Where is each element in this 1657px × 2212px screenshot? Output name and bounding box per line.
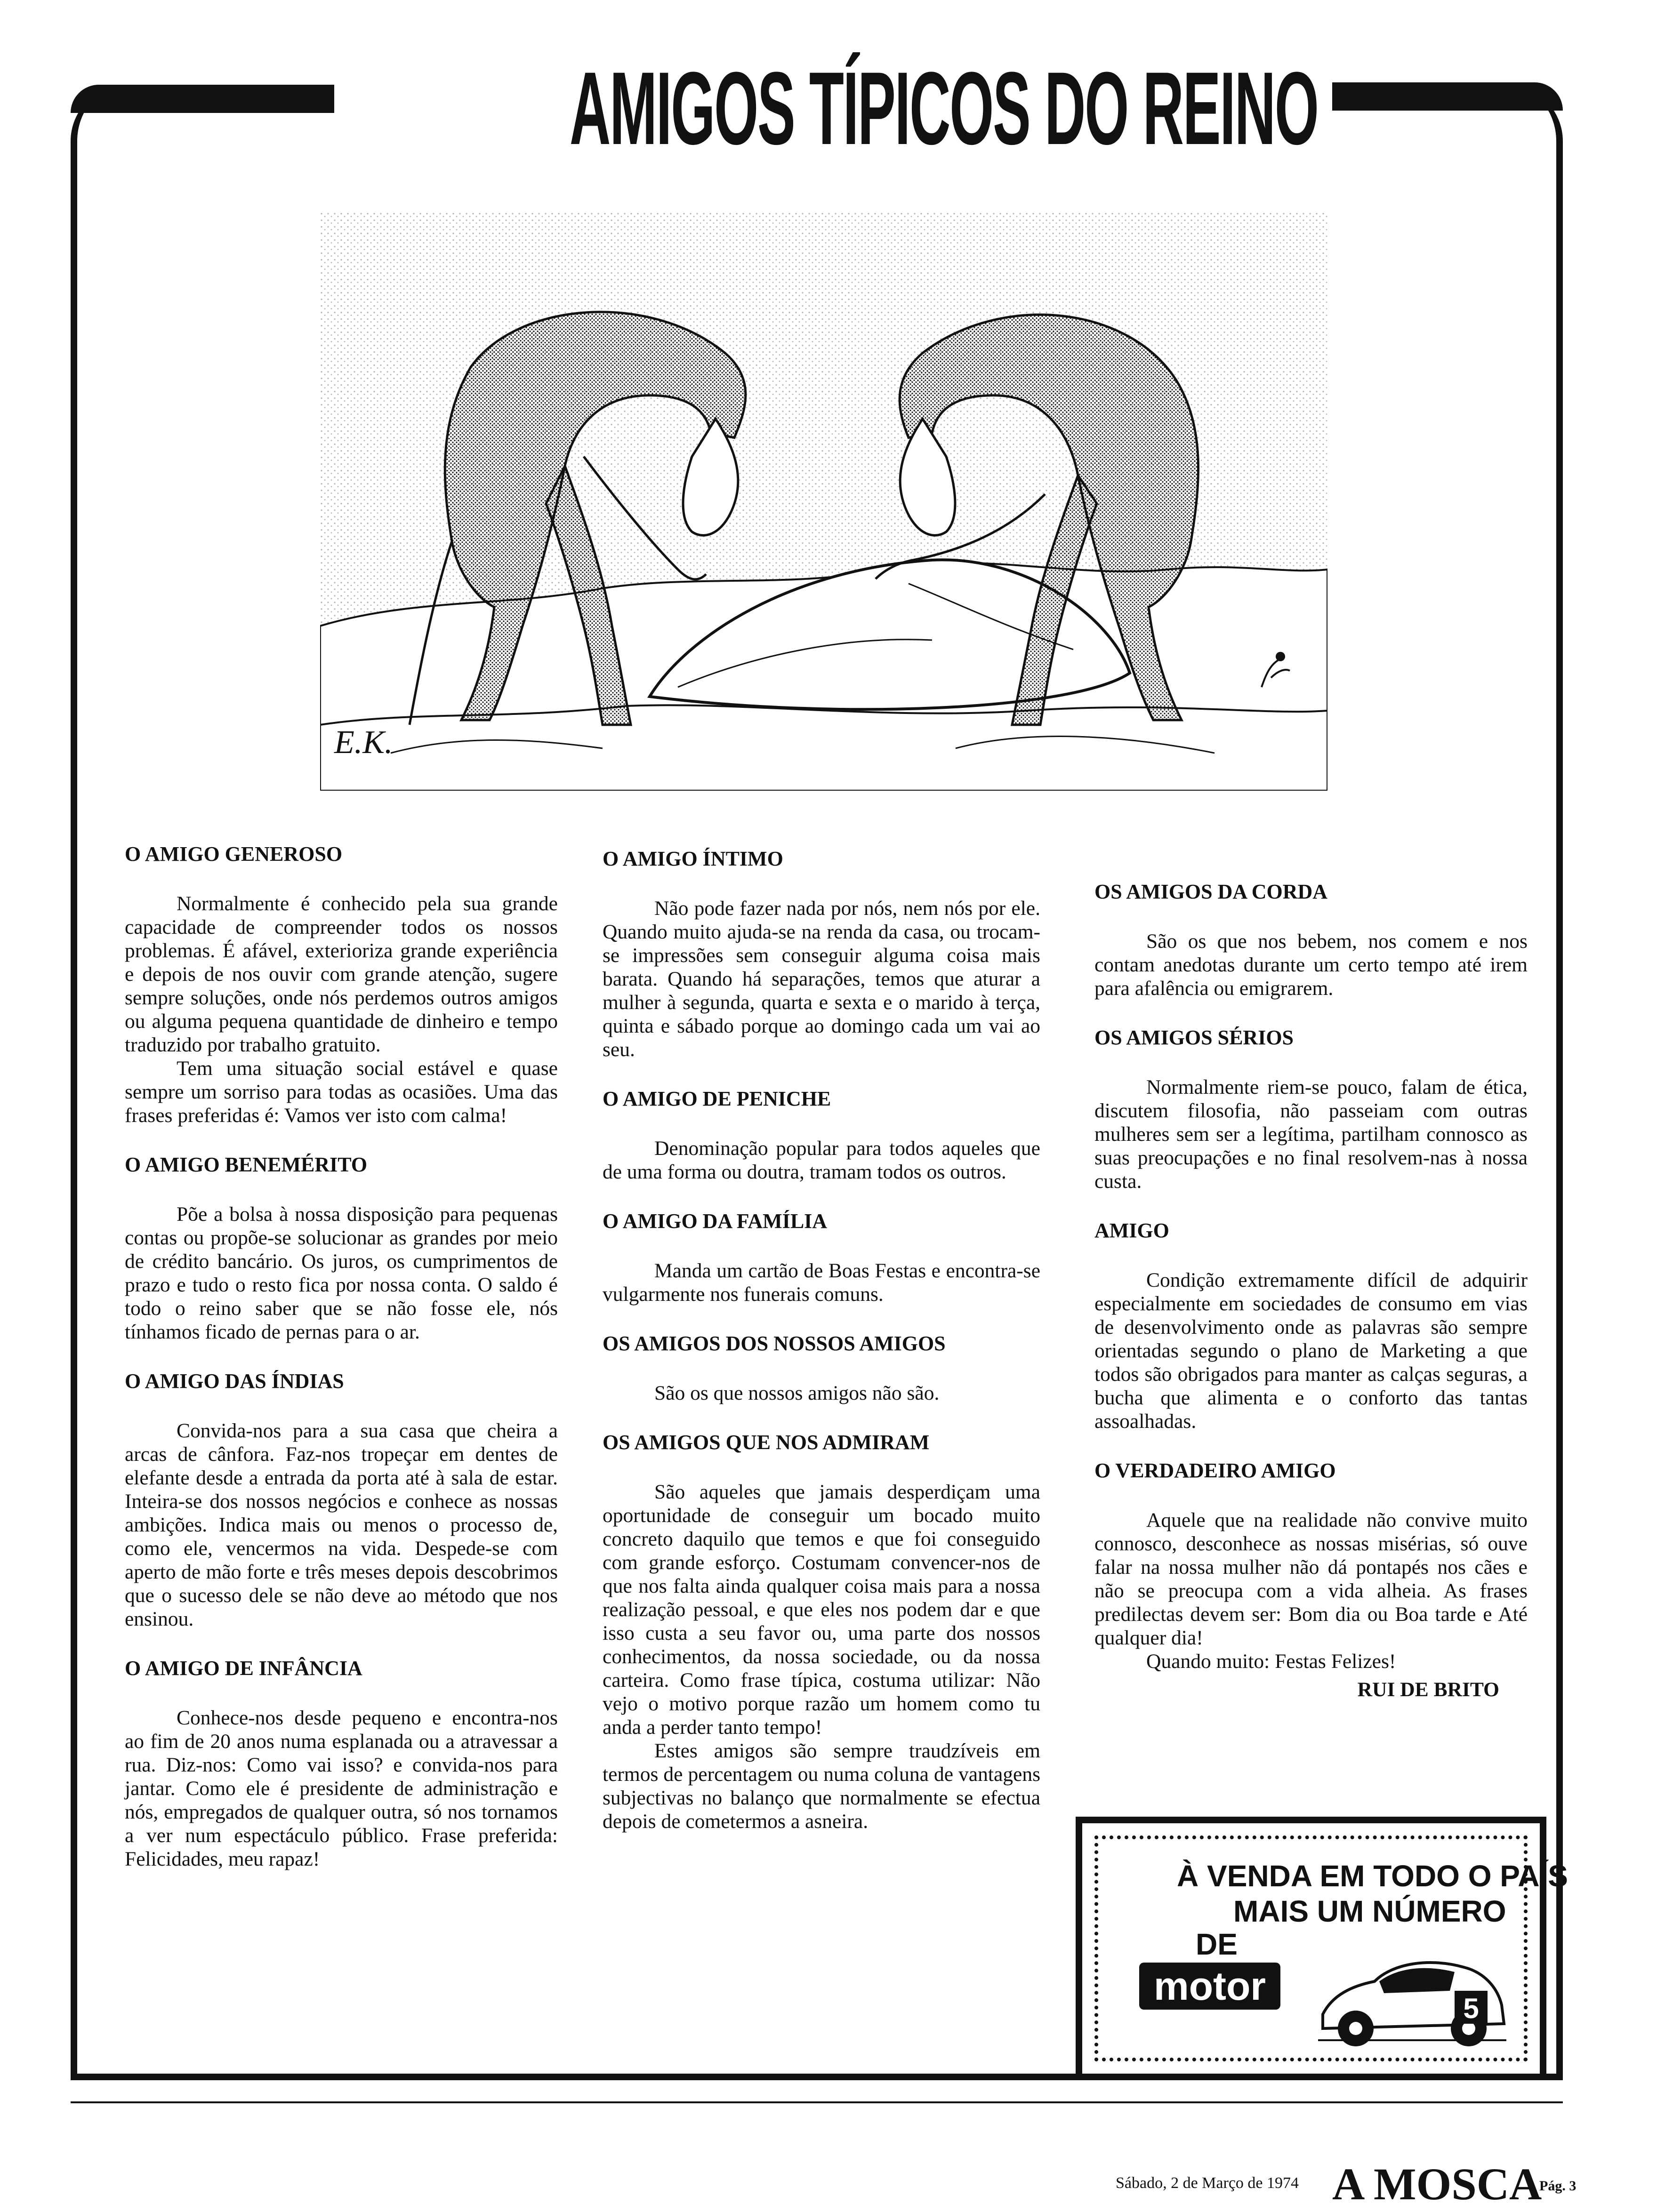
section-title: OS AMIGOS QUE NOS ADMIRAM <box>603 1431 930 1454</box>
paragraph: Denominação popular para todos aqueles que de uma forma ou doutra, tramam todos os outros. <box>603 1137 1040 1183</box>
motor-logo: motor <box>1139 1963 1280 2010</box>
author-signature: RUI DE BRITO <box>1357 1678 1499 1701</box>
paragraph: Põe a bolsa à nossa disposição para pequenas contas ou propõe-se solucionar as grandes por meio de crédito bancário. Os juros, os cumprimentos de prazo e tudo o resto fica por nossa conta. O saldo é todo o reino saber que se não fosse ele, nós tínhamos ficado de pernas para o ar. <box>125 1203 558 1343</box>
paragraph: São os que nos bebem, nos comem e nos contam anedotas durante um certo tempo até irem para afalência ou emigrarem. <box>1094 930 1528 1000</box>
section-title: OS AMIGOS DOS NOSSOS AMIGOS <box>603 1332 946 1355</box>
section-title: O AMIGO BENEMÉRITO <box>125 1153 368 1176</box>
section-title: O AMIGO DE PENICHE <box>603 1087 831 1110</box>
column-right <box>1094 880 1528 1701</box>
headline-rule-left <box>71 85 334 113</box>
footer-publication: A MOSCA <box>1332 2159 1542 2209</box>
paragraph: Normalmente é conhecido pela sua grande capacidade de compreender todos os nossos problemas. É afável, exterioriza grande experiência e depois de nos ouvir com grande atenção, sugere sempre soluções, onde nós perdemos outros amigos ou alguma pequena quantidade de dinheiro e tempo traduzido por trabalho gratuito. <box>125 892 558 1056</box>
paragraph: São aqueles que jamais desperdiçam uma oportunidade de conseguir um bocado muito concreto daquilo que temos e que foi conseguido com grande esforço. Costumam convencer-nos de que nos falta ainda qualquer coisa mais para a nossa realização pessoal, e que eles nos podem dar e que isso custa a seu favor ou, uma parte dos nossos conhecimentos, da nossa sociedade, ou da nossa carteira. Como frase típica, costuma utilizar: Não vejo o motivo porque razão um homem como tu anda a perder tanto tempo! <box>603 1481 1040 1739</box>
ad-line-1: À VENDA EM TODO O PAÍS <box>1177 1859 1568 1893</box>
paragraph: Não pode fazer nada por nós, nem nós por ele. Quando muito ajuda-se na renda da casa, ou trocam-se impressões sem conseguir alguma coisa mais barata. Quando há separações, temos que aturar a mulher à segunda, quarta e sexta e o marido à terça, quinta e sábado porque ao domingo cada um vai ao seu. <box>603 897 1040 1061</box>
section-title: O AMIGO DA FAMÍLIA <box>603 1210 828 1233</box>
paragraph: Condição extremamente difícil de adquirir especialmente em sociedades de consumo em vias de desenvolvimento onde as palavras são sempre orientadas segundo o plano de Marketing a que todos são obrigados para manter as calças seguras, a bucha que alimenta e o conforto das tantas assoalhadas. <box>1094 1269 1528 1433</box>
section-title: O AMIGO DE INFÂNCIA <box>125 1657 362 1680</box>
ad-line-3: DE <box>1196 1927 1238 1961</box>
footer-rule <box>71 2101 1563 2103</box>
section-title: OS AMIGOS DA CORDA <box>1094 880 1328 903</box>
section-title: O AMIGO GENEROSO <box>125 842 343 866</box>
paragraph: Convida-nos para a sua casa que cheira a arcas de cânfora. Faz-nos tropeçar em dentes de elefante desde a entrada da porta até à sala de estar. Inteira-se dos nossos negócios e conhece as nossas ambições. Indica mais ou menos o processo de, como ele, vencermos na vida. Despede-se com aperto de mão forte e três meses depois descobrimos que o sucesso dele se não deve ao método que nos ensinou. <box>125 1419 558 1630</box>
paragraph: Quando muito: Festas Felizes! <box>1146 1650 1396 1673</box>
section-title: O VERDADEIRO AMIGO <box>1094 1459 1336 1482</box>
illustration-two-bent-figures <box>320 212 1327 791</box>
footer-page-number: Pág. 3 <box>1539 2178 1577 2194</box>
paragraph: Normalmente riem-se pouco, falam de ética, discutem filosofia, não passeiam com outras mulheres sem ser a legítima, partilham connosco as suas preocupações e no final resolvem-nas à nossa custa. <box>1094 1076 1528 1193</box>
paragraph: Aquele que na realidade não convive muito connosco, desconhece as nossas misérias, só ouve falar na nossa mulher não dá pontapés nos cães e não se preocupa com a vida alheia. As frases predilectas devem ser: Bom dia ou Boa tarde e Até qualquer dia! <box>1094 1509 1528 1649</box>
section-title: OS AMIGOS SÉRIOS <box>1094 1026 1294 1049</box>
paragraph: Manda um cartão de Boas Festas e encontra-se vulgarmente nos funerais comuns. <box>603 1259 1040 1306</box>
ad-line-2: MAIS UM NÚMERO <box>1233 1894 1506 1928</box>
column-left <box>125 842 558 1871</box>
paragraph: Tem uma situação social estável e quase sempre um sorriso para todas as ocasiões. Uma das frases preferidas é: Vamos ver isto com calma! <box>125 1057 558 1127</box>
paragraph: São os que nossos amigos não são. <box>654 1382 940 1404</box>
illustration-signature: E.K. <box>334 724 393 761</box>
footer-date: Sábado, 2 de Março de 1974 <box>1116 2174 1299 2192</box>
section-title: AMIGO <box>1094 1219 1169 1242</box>
race-car-icon <box>1313 1934 1511 2052</box>
section-title: O AMIGO DAS ÍNDIAS <box>125 1370 344 1393</box>
paragraph: Estes amigos são sempre traudzíveis em termos de percentagem ou numa coluna de vantagens subjectivas no balanço que normalmente se efectua depois de cometermos a asneira. <box>603 1739 1040 1833</box>
paragraph: Conhece-nos desde pequeno e encontra-nos ao fim de 20 anos numa esplanada ou a atravessar a rua. Diz-nos: Como vai isso? e convida-nos para jantar. Como ele é presidente de administração e nós, empregados de qualquer outra, só nos tornamos a ver num espectáculo público. Frase preferida: Felicidades, meu rapaz! <box>125 1707 558 1870</box>
car-number: 5 <box>1463 1993 1479 2024</box>
headline-rule-right <box>1332 82 1563 111</box>
section-title: O AMIGO ÍNTIMO <box>603 847 783 870</box>
page-headline: AMIGOS TÍPICOS DO REINO <box>570 50 1318 166</box>
column-middle <box>603 847 1040 1833</box>
